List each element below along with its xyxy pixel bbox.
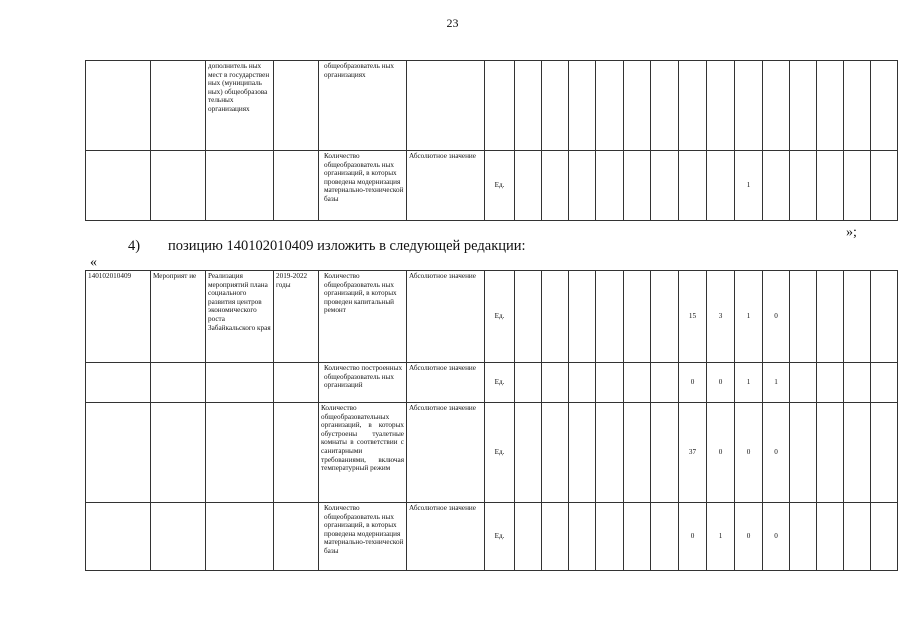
- table-cell: [844, 363, 871, 403]
- table-cell: 140102010409: [86, 271, 151, 363]
- table-cell: Абсолютное значение: [407, 503, 485, 571]
- table-cell: общеобразователь ных организациях: [319, 61, 407, 151]
- table-cell: [596, 271, 624, 363]
- table-cell: [206, 151, 274, 221]
- table-cell: [763, 61, 790, 151]
- table-cell: [569, 271, 596, 363]
- table-cell: [817, 403, 844, 503]
- table-cell: [274, 151, 319, 221]
- table-cell: [790, 151, 817, 221]
- table-cell: [679, 61, 707, 151]
- table-cell: 0: [763, 503, 790, 571]
- table-cell: [651, 503, 679, 571]
- instruction-number: 4): [128, 238, 141, 254]
- table-cell: [844, 61, 871, 151]
- table-cell: 1: [763, 363, 790, 403]
- table-cell: [515, 271, 542, 363]
- table-cell: [651, 151, 679, 221]
- table-cell: [735, 61, 763, 151]
- table-cell: [86, 151, 151, 221]
- table-row: [86, 363, 898, 403]
- table-cell: [515, 363, 542, 403]
- table-cell: Ед.: [485, 151, 515, 221]
- table-cell: [151, 363, 206, 403]
- table-cell: [151, 403, 206, 503]
- table-cell: Количество общеобразовательных организаций, в которых обустроены туалетные комнаты в соответствии с санитарными требованиями, включая температурный режим: [319, 403, 407, 503]
- table-cell: Абсолютное значение: [407, 271, 485, 363]
- table-cell: [407, 61, 485, 151]
- table-cell: [844, 271, 871, 363]
- table-cell: [515, 403, 542, 503]
- closing-quote: »;: [846, 225, 857, 240]
- table-row: [86, 151, 898, 221]
- table-cell: 0: [735, 403, 763, 503]
- table-cell: [871, 503, 898, 571]
- table-cell: [542, 403, 569, 503]
- instruction-line: [128, 238, 526, 255]
- table-cell: [707, 151, 735, 221]
- table-cell: [817, 503, 844, 571]
- table-cell: [707, 61, 735, 151]
- table-cell: [569, 403, 596, 503]
- table-cell: [569, 363, 596, 403]
- instruction-text: позицию 140102010409 изложить в следующей редакции:: [168, 238, 526, 254]
- table-cell: [274, 363, 319, 403]
- table-cell: 1: [735, 271, 763, 363]
- table-cell: [274, 403, 319, 503]
- table-cell: [206, 403, 274, 503]
- table-cell: [651, 61, 679, 151]
- table-cell: 2019-2022 годы: [274, 271, 319, 363]
- table-cell: Ед.: [485, 271, 515, 363]
- table-cell: [542, 271, 569, 363]
- table-cell: [790, 271, 817, 363]
- table-bottom: [85, 270, 898, 571]
- table-cell: Количество общеобразователь ных организаций, в которых проведена модернизация материально-технической базы: [319, 503, 407, 571]
- table-cell: [485, 61, 515, 151]
- table-cell: [817, 61, 844, 151]
- table-cell: 1: [707, 503, 735, 571]
- table-cell: [624, 151, 651, 221]
- table-cell: Мероприят ие: [151, 271, 206, 363]
- table-cell: 15: [679, 271, 707, 363]
- table-cell: [844, 151, 871, 221]
- table-cell: 37: [679, 403, 707, 503]
- table-cell: 3: [707, 271, 735, 363]
- table-cell: [151, 503, 206, 571]
- opening-quote: «: [90, 255, 97, 270]
- table-cell: [274, 503, 319, 571]
- table-cell: [624, 271, 651, 363]
- table-cell: [871, 271, 898, 363]
- table-cell: [790, 363, 817, 403]
- table-cell: [206, 363, 274, 403]
- table-cell: [206, 503, 274, 571]
- table-cell: [274, 61, 319, 151]
- table-cell: 1: [735, 363, 763, 403]
- table-cell: Абсолютное значение: [407, 403, 485, 503]
- table-top: [85, 60, 898, 221]
- table-cell: дополнитель ных мест в государствен ных (муниципаль ных) общеобразова тельных организациях: [206, 61, 274, 151]
- table-cell: Реализация мероприятий плана социального развития центров экономического роста Забайкальского края: [206, 271, 274, 363]
- table-cell: [86, 503, 151, 571]
- table-cell: [790, 503, 817, 571]
- table-cell: Ед.: [485, 503, 515, 571]
- table-cell: [596, 151, 624, 221]
- table-cell: Абсолютное значение: [407, 363, 485, 403]
- table-cell: [817, 363, 844, 403]
- table-cell: [844, 503, 871, 571]
- table-cell: [871, 151, 898, 221]
- table-cell: [651, 271, 679, 363]
- table-cell: [651, 403, 679, 503]
- table-cell: 0: [707, 403, 735, 503]
- table-cell: 0: [707, 363, 735, 403]
- table-cell: [515, 151, 542, 221]
- table-row: [86, 503, 898, 571]
- table-cell: [515, 503, 542, 571]
- table-cell: [542, 503, 569, 571]
- table-cell: [871, 363, 898, 403]
- table-cell: Ед.: [485, 403, 515, 503]
- table-cell: [651, 363, 679, 403]
- table-cell: [817, 271, 844, 363]
- table-cell: 0: [763, 403, 790, 503]
- page-number: 23: [446, 16, 459, 30]
- table-cell: [86, 403, 151, 503]
- table-cell: [151, 61, 206, 151]
- table-cell: [624, 503, 651, 571]
- table-cell: [542, 363, 569, 403]
- table-cell: [596, 363, 624, 403]
- table-cell: 0: [679, 363, 707, 403]
- table-cell: [763, 151, 790, 221]
- table-row: [86, 403, 898, 503]
- table-cell: [596, 403, 624, 503]
- table-cell: 0: [679, 503, 707, 571]
- table-cell: [624, 363, 651, 403]
- table-cell: [596, 61, 624, 151]
- table-cell: [790, 403, 817, 503]
- table-cell: [790, 61, 817, 151]
- table-cell: [624, 403, 651, 503]
- table-cell: [871, 61, 898, 151]
- table-cell: [817, 151, 844, 221]
- table-cell: [679, 151, 707, 221]
- table-cell: [86, 363, 151, 403]
- table-cell: Количество построенных общеобразователь ных организаций: [319, 363, 407, 403]
- table-cell: Количество общеобразователь ных организаций, в которых проведен капитальный ремонт: [319, 271, 407, 363]
- table-row: [86, 61, 898, 151]
- table-cell: Абсолютное значение: [407, 151, 485, 221]
- table-cell: [596, 503, 624, 571]
- table-cell: 1: [735, 151, 763, 221]
- table-cell: 0: [763, 271, 790, 363]
- table-cell: [569, 503, 596, 571]
- table-row: [86, 271, 898, 363]
- table-cell: [871, 403, 898, 503]
- table-cell: [542, 151, 569, 221]
- table-cell: [542, 61, 569, 151]
- table-cell: [844, 403, 871, 503]
- table-cell: [515, 61, 542, 151]
- table-cell: 0: [735, 503, 763, 571]
- table-cell: Количество общеобразователь ных организаций, в которых проведена модернизация материально-технической базы: [319, 151, 407, 221]
- table-cell: [151, 151, 206, 221]
- table-cell: [624, 61, 651, 151]
- table-cell: [569, 151, 596, 221]
- table-cell: Ед.: [485, 363, 515, 403]
- table-cell: [86, 61, 151, 151]
- table-cell: [569, 61, 596, 151]
